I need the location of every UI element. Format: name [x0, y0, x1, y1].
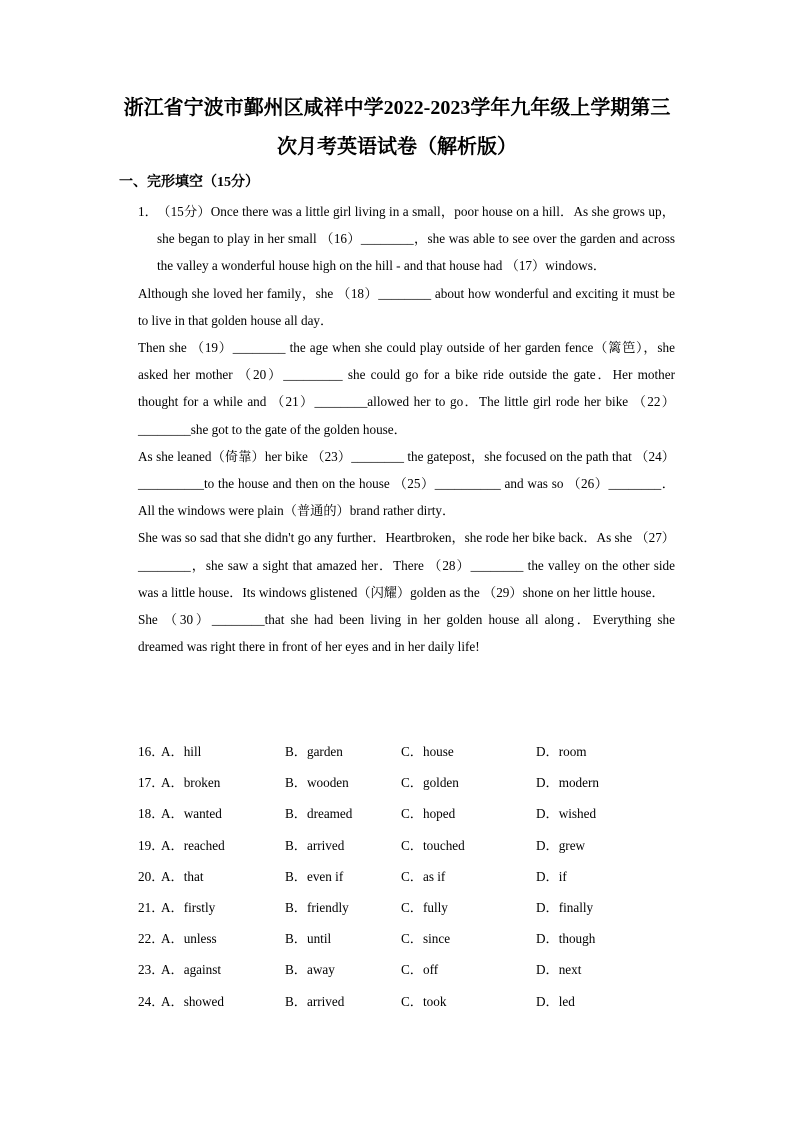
option-number: 21． — [138, 899, 165, 915]
option-d: D．modern — [536, 775, 599, 791]
option-a: A．against — [161, 962, 222, 978]
option-a: A．hill — [161, 744, 202, 759]
option-d: D．if — [536, 868, 567, 884]
option-b: B．wooden — [285, 775, 349, 791]
passage-paragraph: She was so sad that she didn't go any further．Heartbroken，she rode her bike back．As she （27）________，she saw a sight that amazed her．There （28）________ the valley on the other side was a little house．Its windows glistened（闪耀）golden as the （29）shone on her little house． — [138, 530, 675, 600]
option-a: A．broken — [161, 775, 221, 791]
option-c: C．golden — [401, 775, 459, 791]
option-a: A．that — [161, 868, 204, 884]
option-number: 18． — [138, 806, 165, 822]
paragraph-text: （15分）Once there was a little girl living in a small，poor house on a hill．As she grows up，she began to play in her small （16）________，she was able to see over the garden and across the valley a wonderful house high on the hill - and that house had （17）windows． — [157, 204, 675, 274]
option-b: B．garden — [285, 744, 343, 759]
option-a: A．reached — [161, 837, 225, 853]
option-d: D．finally — [536, 899, 594, 915]
option-number: 17． — [138, 775, 165, 791]
option-d: D．though — [536, 931, 596, 947]
option-number: 20． — [138, 868, 165, 884]
option-c: C．since — [401, 931, 451, 947]
option-number: 19． — [138, 837, 165, 853]
option-c: C．house — [401, 744, 454, 759]
option-d: D．led — [536, 993, 575, 1009]
passage-paragraph: Then she （19）________ the age when she could play outside of her garden fence（篱笆），she asked her mother （20）_________ she could go for a bike ride outside the gate．Her mother thought for a while and （21）________allowed her to go．The little girl rode her bike （22）________she got to the gate of the golden house． — [138, 340, 675, 437]
option-number: 22． — [138, 931, 165, 947]
option-a: A．unless — [161, 931, 217, 947]
option-b: B．dreamed — [285, 806, 353, 822]
option-c: C．took — [401, 993, 447, 1009]
section-heading: 一、完形填空（15分） — [119, 175, 259, 190]
option-d: D．wished — [536, 806, 597, 822]
passage-paragraph: As she leaned（倚靠）her bike （23）________ the gatepost，she focused on the path that （24）__________to the house and then on the house （25）__________ and was so （26）________．All the windows were plain（普通的）brand rather dirty． — [138, 448, 675, 519]
option-number: 16． — [138, 744, 165, 759]
option-a: A．wanted — [161, 806, 222, 822]
exam-title-line-2: 次月考英语试卷（解析版） — [277, 136, 517, 158]
option-d: D．grew — [536, 837, 586, 853]
option-number: 23． — [138, 962, 165, 978]
cloze-passage — [119, 198, 675, 660]
option-c: C．touched — [401, 837, 465, 853]
passage-paragraph — [138, 198, 675, 280]
question-number: 1． — [138, 204, 158, 219]
option-a: A．showed — [161, 993, 225, 1009]
option-d: D．next — [536, 962, 582, 978]
option-d: D．room — [536, 744, 587, 759]
passage-paragraph: Although she loved her family，she （18）________ about how wonderful and exciting it must be to live in that golden house all day． — [138, 285, 675, 328]
option-b: B．arrived — [285, 993, 345, 1009]
option-c: C．off — [401, 962, 439, 978]
exam-title-line-1: 浙江省宁波市鄞州区咸祥中学2022-2023学年九年级上学期第三 — [123, 97, 671, 119]
option-c: C．hoped — [401, 806, 456, 822]
option-b: B．friendly — [285, 899, 349, 915]
option-number: 24． — [138, 993, 165, 1009]
option-c: C．fully — [401, 899, 448, 915]
option-b: B．arrived — [285, 837, 345, 853]
option-b: B．away — [285, 962, 335, 978]
option-b: B．even if — [285, 868, 344, 884]
option-a: A．firstly — [161, 899, 216, 915]
option-b: B．until — [285, 931, 332, 947]
option-c: C．as if — [401, 868, 446, 884]
passage-paragraph: She （30）________that she had been living in her golden house all along．Everything she dreamed was right there in front of her eyes and in her daily life! — [138, 612, 675, 655]
